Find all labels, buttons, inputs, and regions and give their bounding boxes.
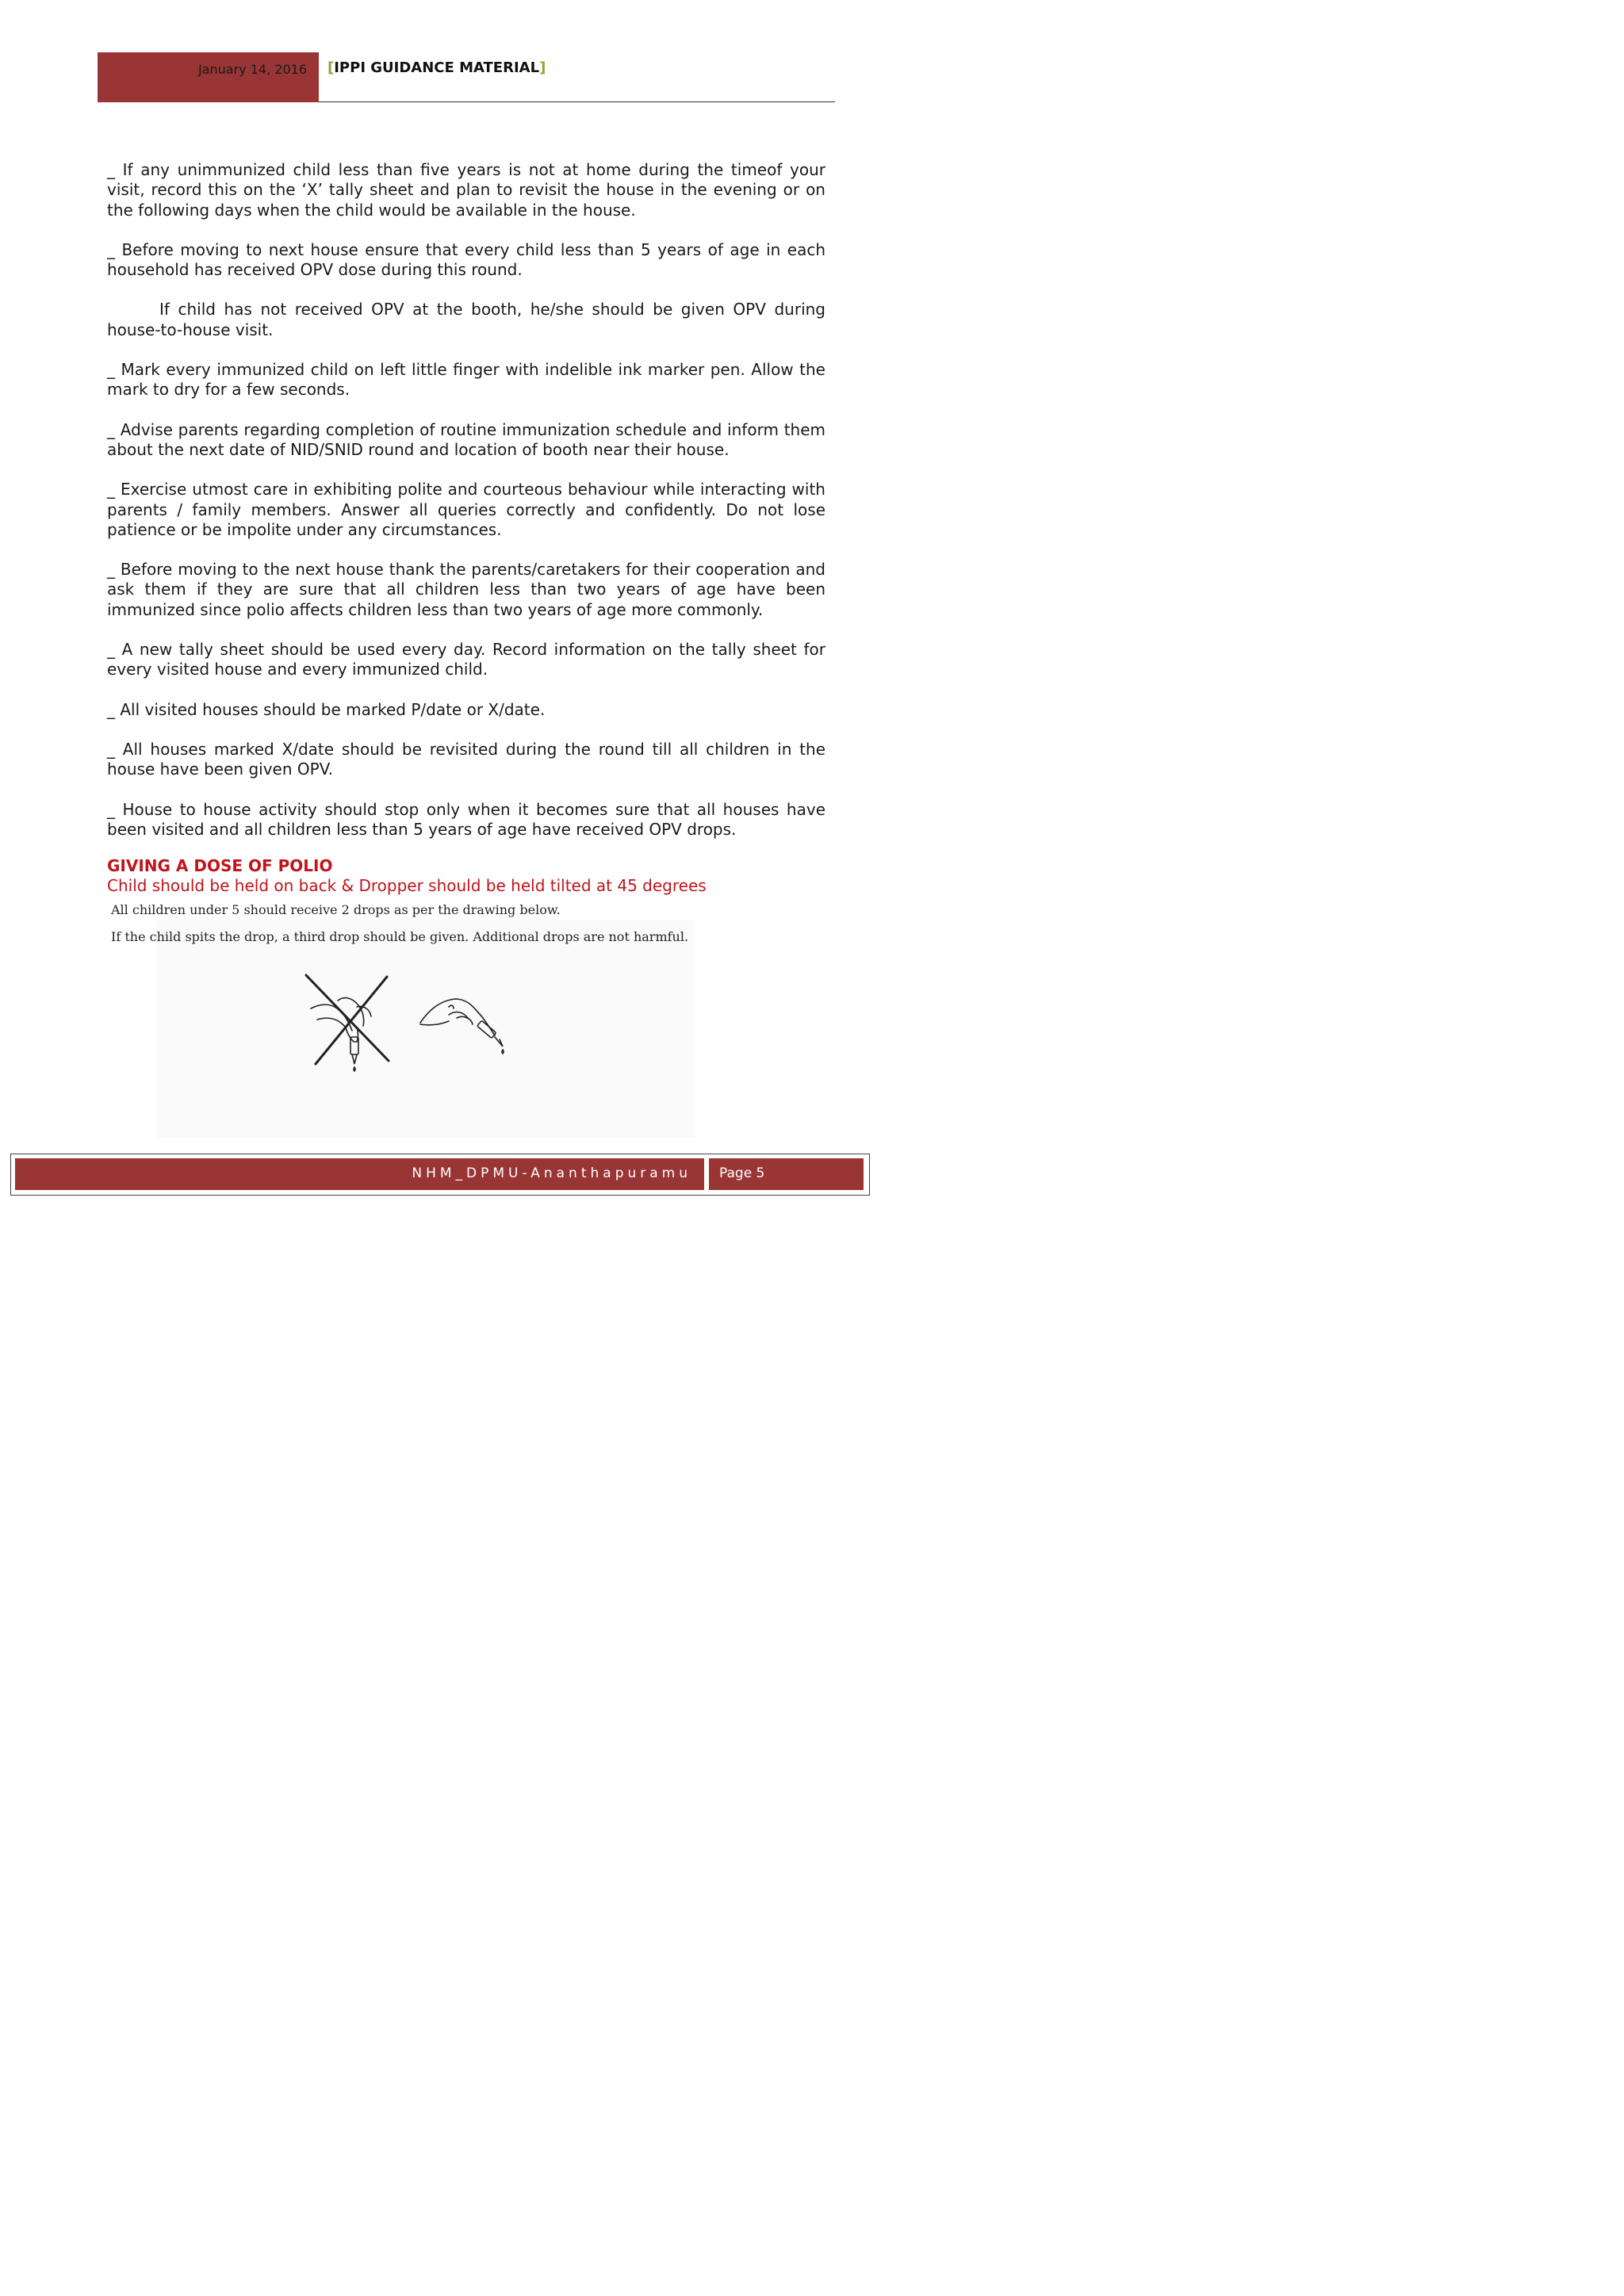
page-number: Page 5 <box>719 1165 765 1181</box>
paragraph: _ Before moving to the next house thank the parents/caretakers for their cooperation and ask them if they are sure that all children less than two years of age have been immunized since polio affects children less than two years of age more commonly. <box>107 560 825 619</box>
header-bracket-open: [ <box>327 59 335 76</box>
section-subtitle: Child should be held on back & Dropper should be held tilted at 45 degrees <box>107 876 707 896</box>
paragraph: _ Before moving to next house ensure that every child less than 5 years of age in each household has received OPV dose during this round. <box>107 239 825 280</box>
header-date: January 14, 2016 <box>198 62 307 77</box>
figure-caption-line: If the child spits the drop, a third drop should be given. Additional drops are not harmful. <box>111 929 689 945</box>
figure-caption-line: All children under 5 should receive 2 drops as per the drawing below. <box>111 902 561 918</box>
section-title: GIVING A DOSE OF POLIO <box>107 856 333 876</box>
paragraph: If child has not received OPV at the booth, he/she should be given OPV during house-to-house visit. <box>107 300 825 339</box>
page-body <box>107 160 825 1135</box>
footer-page-box <box>709 1158 864 1190</box>
paragraph: _ A new tally sheet should be used every day. Record information on the tally sheet for every visited house and every immunized child. <box>107 640 825 679</box>
paragraph: _ Advise parents regarding completion of routine immunization schedule and inform them about the next date of NID/SNID round and location of booth near their house. <box>107 419 825 459</box>
paragraph: _ If any unimmunized child less than five years is not at home during the timeof your visit, record this on the ‘X’ tally sheet and plan to revisit the house in the evening or on the following days when the child would be available in the house. <box>107 160 825 220</box>
paragraph: _ Mark every immunized child on left little finger with indelible ink marker pen. Allow the mark to dry for a few seconds. <box>107 360 825 400</box>
header-bracket-close: ] <box>539 59 546 76</box>
paragraph: _ Exercise utmost care in exhibiting polite and courteous behaviour while interacting with parents / family members. Answer all queries correctly and confidently. Do not lose patience or be impolite under any circumstances. <box>107 480 825 539</box>
dropper-figure <box>107 897 694 1135</box>
crossed-vertical-dropper-icon <box>306 975 389 1071</box>
header-title <box>327 59 546 76</box>
dropper-illustration <box>301 959 515 1078</box>
footer-organization: NHM_DPMU-Ananthapuramu <box>412 1165 691 1181</box>
paragraph: _ All visited houses should be marked P/date or X/date. <box>107 699 546 719</box>
paragraph: _ All houses marked X/date should be revisited during the round till all children in the house have been given OPV. <box>107 739 825 779</box>
paragraph: _ House to house activity should stop only when it becomes sure that all houses have been visited and all children less than 5 years of age have received OPV drops. <box>107 799 825 839</box>
header-color-block <box>98 52 319 102</box>
header-title-text: IPPI GUIDANCE MATERIAL <box>334 59 540 76</box>
tilted-dropper-icon <box>420 999 504 1054</box>
header-rule <box>319 101 835 102</box>
footer-organization-bar <box>15 1158 704 1190</box>
